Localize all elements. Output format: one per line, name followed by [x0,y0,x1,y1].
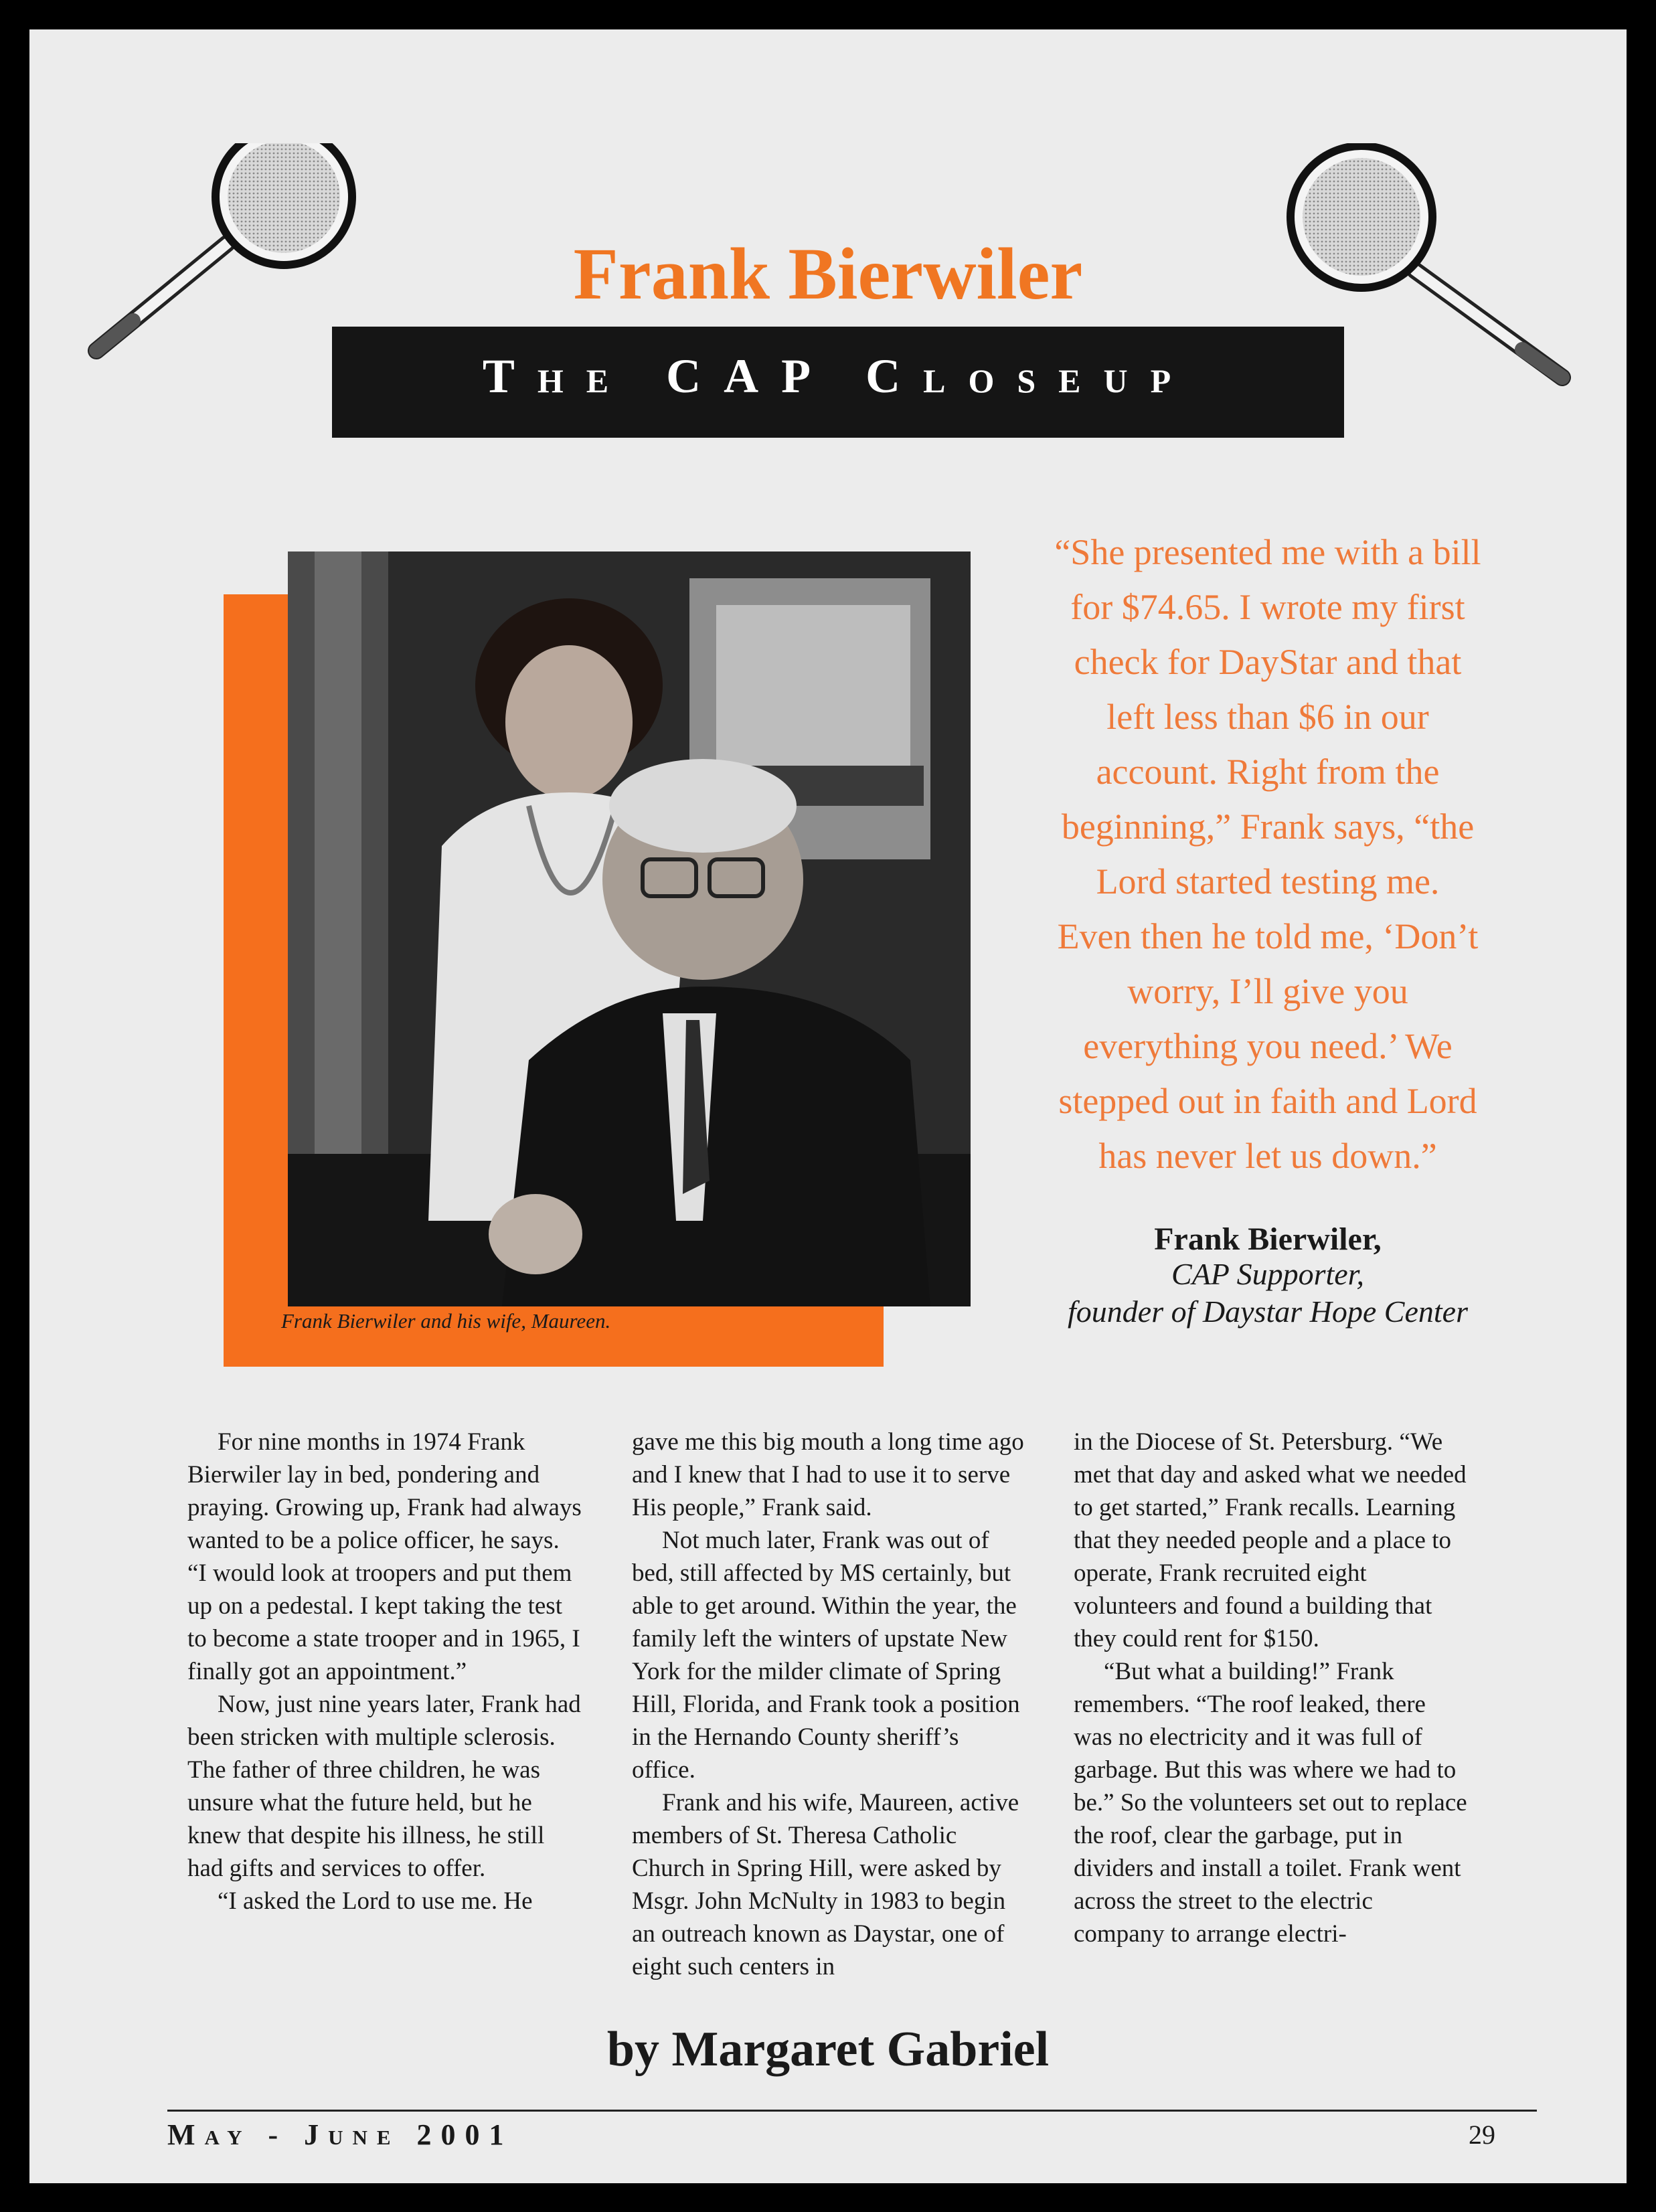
pull-quote [1000,525,1536,1183]
quote-attribution-name: Frank Bierwiler, [1154,1221,1382,1257]
article-paragraph: in the Diocese of St. Petersburg. “We met that day and asked what we needed to get started,” Frank recalls. Learning that they needed people and a place to operate, Frank recruited eight volunteers and found a building that they could rent for $150. [1074,1428,1467,1652]
pull-quote-line: has never let us down.” [1098,1136,1437,1176]
article-column-1 [187,1426,582,1918]
footer-rule [167,2110,1537,2112]
couple-photo [288,551,971,1306]
quote-attribution-role-line: CAP Supporter, [1171,1257,1364,1291]
issue-date: May - June 2001 [167,2118,513,2151]
pull-quote-line: account. Right from the [1096,752,1440,792]
pull-quote-line: stepped out in faith and Lord [1058,1081,1477,1121]
pull-quote-line: check for DayStar and that [1074,642,1462,682]
quote-attribution-role-line: founder of Daystar Hope Center [1068,1294,1468,1329]
pull-quote-line: “She presented me with a bill [1054,532,1481,572]
page-number: 29 [1469,2120,1495,2150]
article-column-2 [632,1426,1027,1983]
article-paragraph: Now, just nine years later, Frank had been stricken with multiple sclerosis. The father of three children, he was unsure what the future held, but he knew that despite his illness, he still had gifts and services to offer. [187,1691,581,1882]
magazine-page [29,29,1627,2183]
article-paragraph: “But what a building!” Frank remembers. “The roof leaked, there was no electricity and it was full of garbage. But this was where we had to be.” So the volunteers set out to replace the roof, clear the garbage, put in dividers and install a toilet. Frank went across the street to the electric company to arrange electri- [1074,1658,1467,1948]
article-title: Frank Bierwiler [573,233,1083,315]
pull-quote-line: Lord started testing me. [1096,861,1440,902]
section-banner [332,327,1344,438]
pull-quote-line: Even then he told me, ‘Don’t [1057,916,1479,956]
photo-caption: Frank Bierwiler and his wife, Maureen. [281,1309,611,1333]
byline: by Margaret Gabriel [606,2022,1050,2077]
pull-quote-line: everything you need.’ We [1083,1026,1453,1066]
article-paragraph: “I asked the Lord to use me. He [218,1887,533,1915]
photo-illustration [288,551,971,1306]
pull-quote-line: left less than $6 in our [1106,697,1429,737]
article-paragraph: Not much later, Frank was out of bed, still affected by MS certainly, but able to get around. Within the year, the family left the winters of upstate New York for the milder climate of Spring Hill, Florida, and Frank took a position in the Hernando County sheriff’s office. [632,1527,1020,1784]
pull-quote-line: worry, I’ll give you [1127,971,1408,1011]
quote-attribution-role [1000,1256,1536,1331]
article-paragraph: For nine months in 1974 Frank Bierwiler lay in bed, pondering and praying. Growing up, Frank had always wanted to be a police officer, he says. “I would look at troopers and put them up on a pedestal. I kept taking the test to become a state trooper and in 1965, I finally got an appointment.” [187,1428,582,1685]
article-column-3 [1074,1426,1469,1950]
pull-quote-line: beginning,” Frank says, “the [1061,806,1475,847]
section-banner-text: The CAP Closeup [482,349,1194,403]
pull-quote-line: for $74.65. I wrote my first [1070,587,1465,627]
article-paragraph: Frank and his wife, Maureen, active members of St. Theresa Catholic Church in Spring Hill, were asked by Msgr. John McNulty in 1983 to begin an outreach known as Daystar, one of eight such centers in [632,1789,1019,1980]
article-paragraph: gave me this big mouth a long time ago and I knew that I had to use it to serve His people,” Frank said. [632,1428,1024,1521]
